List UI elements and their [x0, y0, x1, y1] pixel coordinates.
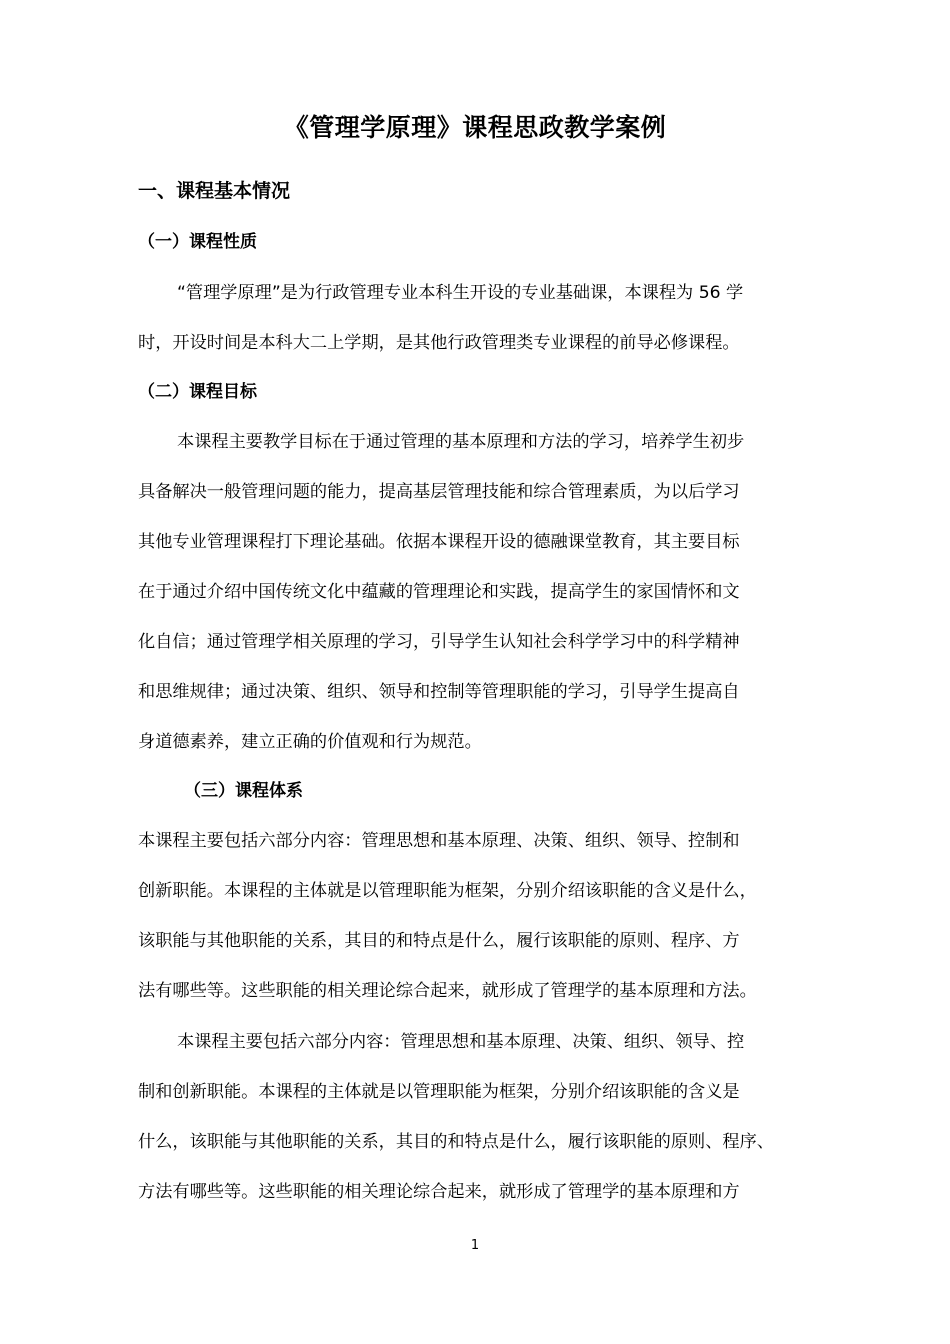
paragraph-line: 在于通过介绍中国传统文化中蕴藏的管理理论和实践，提高学生的家国情怀和文	[138, 582, 740, 602]
subheading-course-nature: （一）课程性质	[138, 232, 257, 252]
paragraph-line: 化自信；通过管理学相关原理的学习，引导学生认知社会科学学习中的科学精神	[138, 632, 740, 652]
subheading-course-system: （三）课程体系	[184, 781, 303, 801]
paragraph-line: 方法有哪些等。这些职能的相关理论综合起来，就形成了管理学的基本原理和方	[138, 1182, 740, 1202]
section-heading-course-info: 一、课程基本情况	[138, 180, 291, 202]
paragraph-line: “管理学原理”是为行政管理专业本科生开设的专业基础课，本课程为 56 学	[177, 283, 744, 303]
paragraph-line: 具备解决一般管理问题的能力，提高基层管理技能和综合管理素质，为以后学习	[138, 482, 740, 502]
document-title: 《管理学原理》课程思政教学案例	[283, 113, 667, 142]
subheading-course-goals: （二）课程目标	[138, 382, 257, 402]
paragraph-line: 身道德素养，建立正确的价值观和行为规范。	[138, 732, 482, 752]
paragraph-line: 该职能与其他职能的关系，其目的和特点是什么，履行该职能的原则、程序、方	[138, 931, 740, 951]
page-number: 1	[470, 1238, 480, 1253]
paragraph-line: 制和创新职能。本课程的主体就是以管理职能为框架，分别介绍该职能的含义是	[138, 1082, 740, 1102]
paragraph-line: 什么，该职能与其他职能的关系，其目的和特点是什么，履行该职能的原则、程序、	[138, 1132, 774, 1152]
paragraph-line: 本课程主要教学目标在于通过管理的基本原理和方法的学习，培养学生初步	[177, 432, 745, 452]
paragraph-line: 创新职能。本课程的主体就是以管理职能为框架，分别介绍该职能的含义是什么，	[138, 881, 757, 901]
paragraph-line: 时，开设时间是本科大二上学期，是其他行政管理类专业课程的前导必修课程。	[138, 333, 740, 353]
paragraph-line: 本课程主要包括六部分内容：管理思想和基本原理、决策、组织、领导、控	[177, 1032, 745, 1052]
paragraph-line: 其他专业管理课程打下理论基础。依据本课程开设的德融课堂教育，其主要目标	[138, 532, 740, 552]
paragraph-line: 和思维规律；通过决策、组织、领导和控制等管理职能的学习，引导学生提高自	[138, 682, 740, 702]
paragraph-line: 本课程主要包括六部分内容：管理思想和基本原理、决策、组织、领导、控制和	[138, 831, 740, 851]
paragraph-line: 法有哪些等。这些职能的相关理论综合起来，就形成了管理学的基本原理和方法。	[138, 981, 757, 1001]
